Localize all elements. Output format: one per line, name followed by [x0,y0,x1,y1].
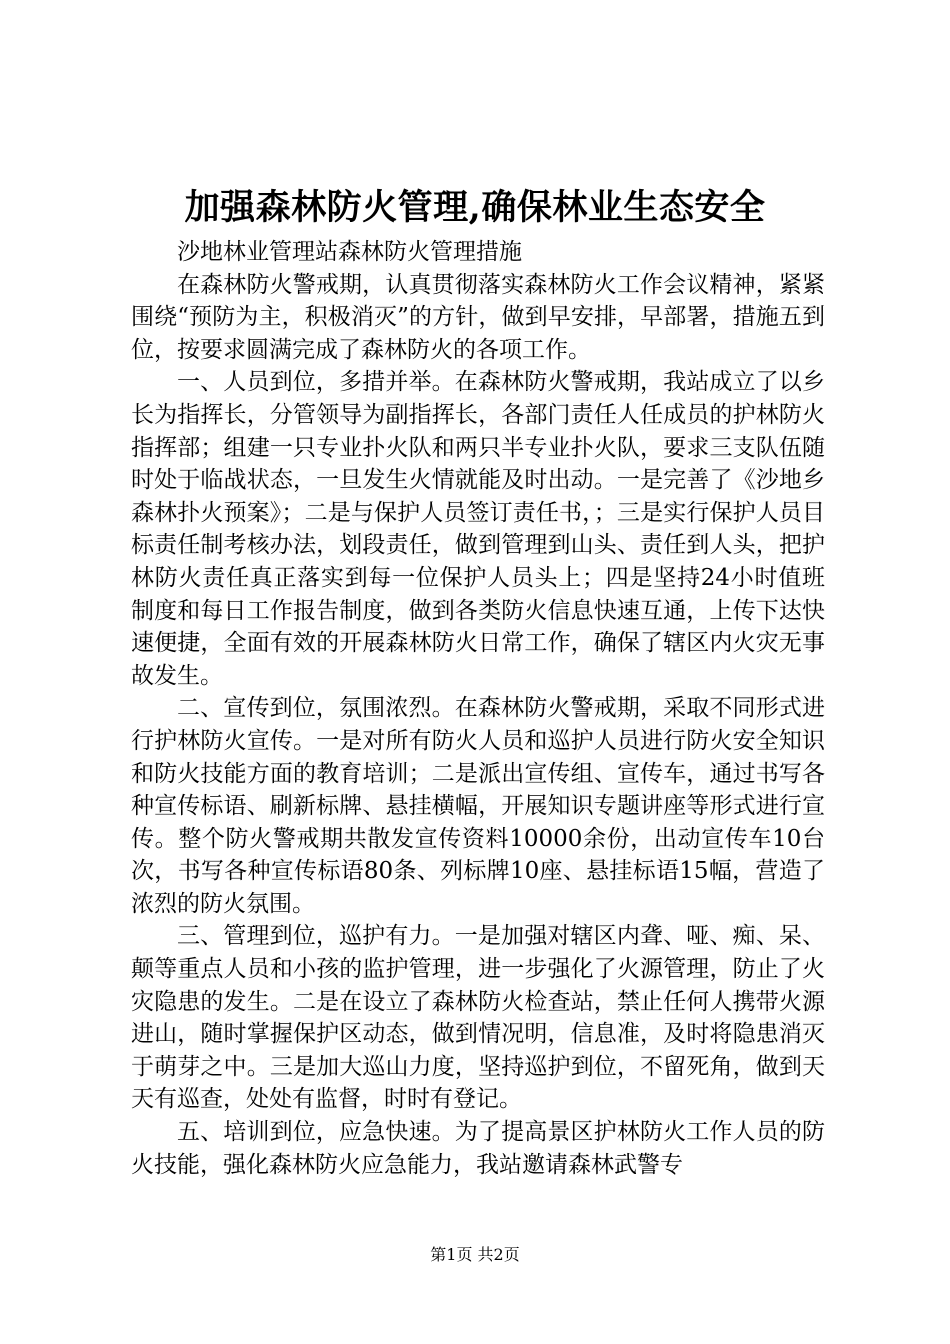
page-number-footer: 第1页 共2页 [430,1245,520,1264]
body-paragraph-personnel: 一、人员到位，多措并举。在森林防火警戒期，我站成立了以乡长为指挥长，分管领导为副指挥长，各部门责任人任成员的护林防火指挥部；组建一只专业扑火队和两只半专业扑火队，要求三支队伍随时处于临战状态，一旦发生火情就能及时出动。一是完善了《沙地乡森林扑火预案》；二是与保护人员签订责任书，；三是实行保护人员目标责任制考核办法，划段责任，做到管理到山头、责任到人头，把护林防火责任真正落实到每一位保护人员头上；四是坚持24小时值班制度和每日工作报告制度，做到各类防火信息快速互通，上传下达快速便捷，全面有效的开展森林防火日常工作，确保了辖区内火灾无事故发生。 [131,369,825,689]
body-paragraph-training: 五、培训到位，应急快速。为了提高景区护林防火工作人员的防火技能，强化森林防火应急能力，我站邀请森林武警专 [131,1119,825,1178]
body-paragraph-intro: 在森林防火警戒期，认真贯彻落实森林防火工作会议精神，紧紧围绕“预防为主，积极消灭”的方针，做到早安排，早部署，措施五到位，按要求圆满完成了森林防火的各项工作。 [131,271,825,363]
subtitle-paragraph: 沙地林业管理站森林防火管理措施 [177,239,522,265]
body-paragraph-management: 三、管理到位，巡护有力。一是加强对辖区内聋、哑、痴、呆、颠等重点人员和小孩的监护管理，进一步强化了火源管理，防止了火灾隐患的发生。二是在设立了森林防火检查站，禁止任何人携带火源进山，随时掌握保护区动态，做到情况明，信息准，及时将隐患消灭于萌芽之中。三是加大巡山力度，坚持巡护到位，不留死角，做到天天有巡查，处处有监督，时时有登记。 [131,923,825,1113]
document-body [131,236,825,1181]
body-paragraph-publicity: 二、宣传到位，氛围浓烈。在森林防火警戒期，采取不同形式进行护林防火宣传。一是对所有防火人员和巡护人员进行防火安全知识和防火技能方面的教育培训；二是派出宣传组、宣传车，通过书写各种宣传标语、刷新标牌、悬挂横幅，开展知识专题讲座等形式进行宣传。整个防火警戒期共散发宣传资料10000余份，出动宣传车10台次，书写各种宣传标语80条、列标牌10座、悬挂标语15幅，营造了浓烈的防火氛围。 [131,695,825,917]
document-title: 加强森林防火管理,确保林业生态安全 [184,187,766,228]
